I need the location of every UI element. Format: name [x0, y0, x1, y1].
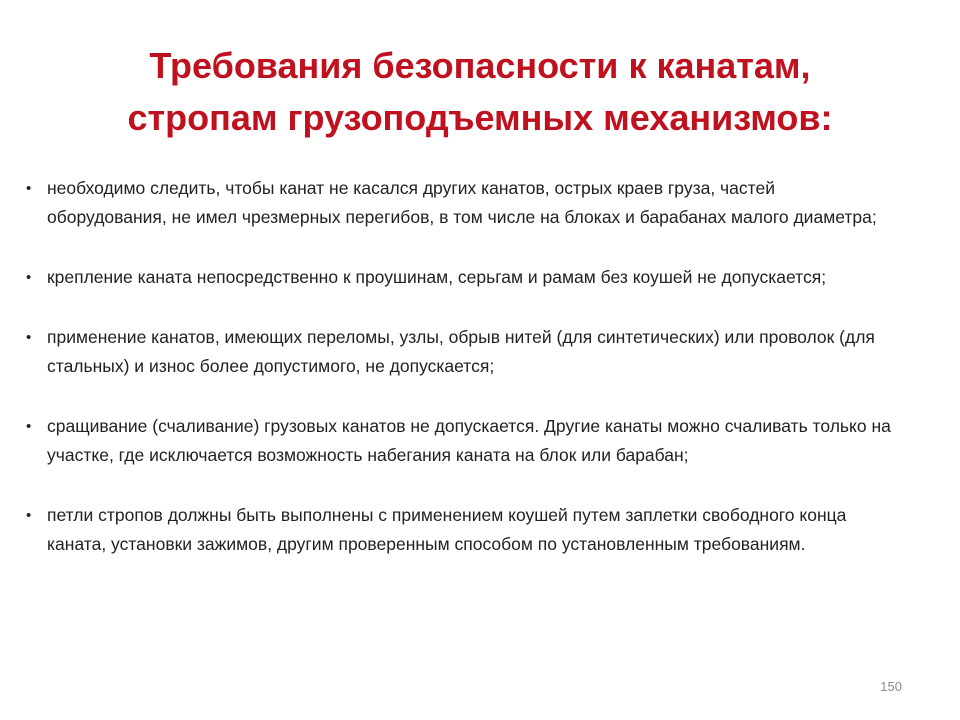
- bullet-text: крепление каната непосредственно к проушинам, серьгам и рамам без коушей не допускается;: [47, 267, 827, 287]
- slide-title-line-2: стропам грузоподъемных механизмов:: [127, 97, 833, 138]
- bullet-dot-icon: •: [26, 507, 32, 524]
- page-number: 150: [880, 679, 902, 694]
- bullet-item: [26, 323, 896, 381]
- slide-title: [40, 40, 920, 144]
- bullet-dot-icon: •: [26, 329, 32, 346]
- bullet-list: [26, 174, 896, 590]
- bullet-text: применение канатов, имеющих переломы, узлы, обрыв нитей (для синтетических) или проволок (для стальных) и износ более допустимого, не допускается;: [47, 327, 875, 376]
- bullet-item: [26, 412, 896, 470]
- bullet-item: [26, 501, 896, 559]
- bullet-dot-icon: •: [26, 180, 32, 197]
- bullet-text: петли стропов должны быть выполнены с применением коушей путем заплетки свободного конца каната, установки зажимов, другим проверенным способом по установленным требованиям.: [47, 505, 847, 554]
- bullet-dot-icon: •: [26, 269, 32, 286]
- bullet-item: [26, 174, 896, 232]
- bullet-item: [26, 263, 896, 292]
- bullet-text: сращивание (счаливание) грузовых канатов не допускается. Другие канаты можно счаливать только на участке, где исключается возможность набегания каната на блок или барабан;: [47, 416, 891, 465]
- bullet-dot-icon: •: [26, 418, 32, 435]
- slide-title-line-1: Требования безопасности к канатам,: [149, 45, 811, 86]
- bullet-text: необходимо следить, чтобы канат не касался других канатов, острых краев груза, частей оборудования, не имел чрезмерных перегибов, в том числе на блоках и барабанах малого диаметра;: [47, 178, 877, 227]
